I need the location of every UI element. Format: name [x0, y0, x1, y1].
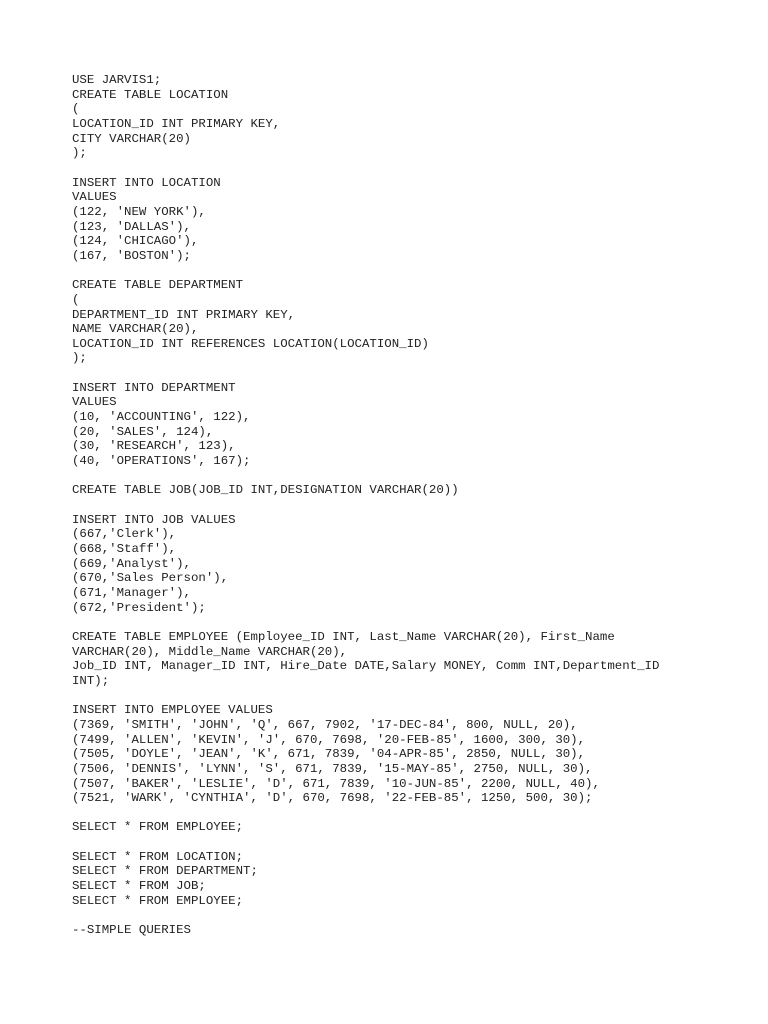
- code-line: VARCHAR(20), Middle_Name VARCHAR(20),: [72, 644, 348, 659]
- code-line: VALUES: [72, 395, 117, 410]
- code-line: CREATE TABLE JOB(JOB_ID INT,DESIGNATION VARCHAR(20)): [72, 483, 459, 498]
- code-line: INSERT INTO LOCATION: [72, 175, 221, 190]
- code-line: CREATE TABLE EMPLOYEE (Employee_ID INT, Last_Name VARCHAR(20), First_Name: [72, 629, 615, 644]
- code-line: (10, 'ACCOUNTING', 122),: [72, 410, 251, 425]
- blank-line: [72, 835, 752, 850]
- code-line: LOCATION_ID INT PRIMARY KEY,: [72, 116, 281, 131]
- code-line: (670,'Sales Person'),: [72, 571, 229, 586]
- code-line: VALUES: [72, 190, 117, 205]
- code-line: (667,'Clerk'),: [72, 527, 177, 542]
- code-line: (123, 'DALLAS'),: [72, 219, 191, 234]
- code-line: INT);: [72, 673, 110, 688]
- code-line: (668,'Staff'),: [72, 542, 177, 556]
- blank-line: [72, 498, 752, 513]
- code-line: NAME VARCHAR(20),: [72, 322, 199, 337]
- code-line: USE JARVIS1;: [72, 73, 162, 87]
- code-line: (7506, 'DENNIS', 'LYNN', 'S', 671, 7839, '15-MAY-85', 2750, NULL, 30),: [72, 761, 593, 776]
- code-line: Job_ID INT, Manager_ID INT, Hire_Date DATE,Salary MONEY, Comm INT,Department_ID: [72, 659, 660, 674]
- code-line: INSERT INTO JOB VALUES: [72, 512, 236, 527]
- code-line: (40, 'OPERATIONS', 167);: [72, 454, 251, 469]
- code-line: );: [72, 351, 87, 366]
- code-line: INSERT INTO EMPLOYEE VALUES: [72, 703, 273, 718]
- code-line: (122, 'NEW YORK'),: [72, 204, 206, 219]
- code-line: (7369, 'SMITH', 'JOHN', 'Q', 667, 7902, '17-DEC-84', 800, NULL, 20),: [72, 717, 578, 732]
- code-line: (30, 'RESEARCH', 123),: [72, 439, 236, 454]
- code-line: (669,'Analyst'),: [72, 556, 191, 571]
- code-line: (124, 'CHICAGO'),: [72, 234, 199, 249]
- blank-line: [72, 908, 752, 923]
- blank-line: [72, 161, 752, 176]
- code-line: CREATE TABLE LOCATION: [72, 87, 229, 102]
- code-line: INSERT INTO DEPARTMENT: [72, 380, 236, 395]
- code-line: SELECT * FROM LOCATION;: [72, 849, 244, 864]
- blank-line: [72, 615, 752, 630]
- code-line: LOCATION_ID INT REFERENCES LOCATION(LOCATION_ID): [72, 336, 429, 351]
- code-line: SELECT * FROM EMPLOYEE;: [72, 820, 244, 835]
- code-line: SELECT * FROM EMPLOYEE;: [72, 893, 244, 908]
- code-line: DEPARTMENT_ID INT PRIMARY KEY,: [72, 307, 296, 322]
- blank-line: [72, 366, 752, 381]
- code-line: (: [72, 292, 80, 307]
- code-line: CREATE TABLE DEPARTMENT: [72, 278, 244, 293]
- blank-line: [72, 689, 752, 704]
- blank-line: [72, 469, 752, 484]
- code-line: SELECT * FROM JOB;: [72, 879, 206, 894]
- code-line: (20, 'SALES', 124),: [72, 424, 214, 439]
- code-line: (: [72, 102, 80, 117]
- code-line: (167, 'BOSTON');: [72, 248, 191, 263]
- code-line: (671,'Manager'),: [72, 585, 191, 600]
- blank-line: [72, 264, 752, 279]
- code-line: --SIMPLE QUERIES: [72, 923, 191, 938]
- code-line: (7499, 'ALLEN', 'KEVIN', 'J', 670, 7698, '20-FEB-85', 1600, 300, 30),: [72, 732, 586, 747]
- code-line: (672,'President');: [72, 600, 206, 615]
- blank-line: [72, 806, 752, 821]
- code-line: );: [72, 146, 87, 161]
- code-line: (7521, 'WARK', 'CYNTHIA', 'D', 670, 7698, '22-FEB-85', 1250, 500, 30);: [72, 791, 593, 806]
- sql-code-block: [72, 73, 752, 938]
- code-line: (7505, 'DOYLE', 'JEAN', 'K', 671, 7839, '04-APR-85', 2850, NULL, 30),: [72, 747, 586, 762]
- code-line: (7507, 'BAKER', 'LESLIE', 'D', 671, 7839, '10-JUN-85', 2200, NULL, 40),: [72, 776, 600, 791]
- code-line: SELECT * FROM DEPARTMENT;: [72, 864, 258, 879]
- code-line: CITY VARCHAR(20): [72, 131, 191, 146]
